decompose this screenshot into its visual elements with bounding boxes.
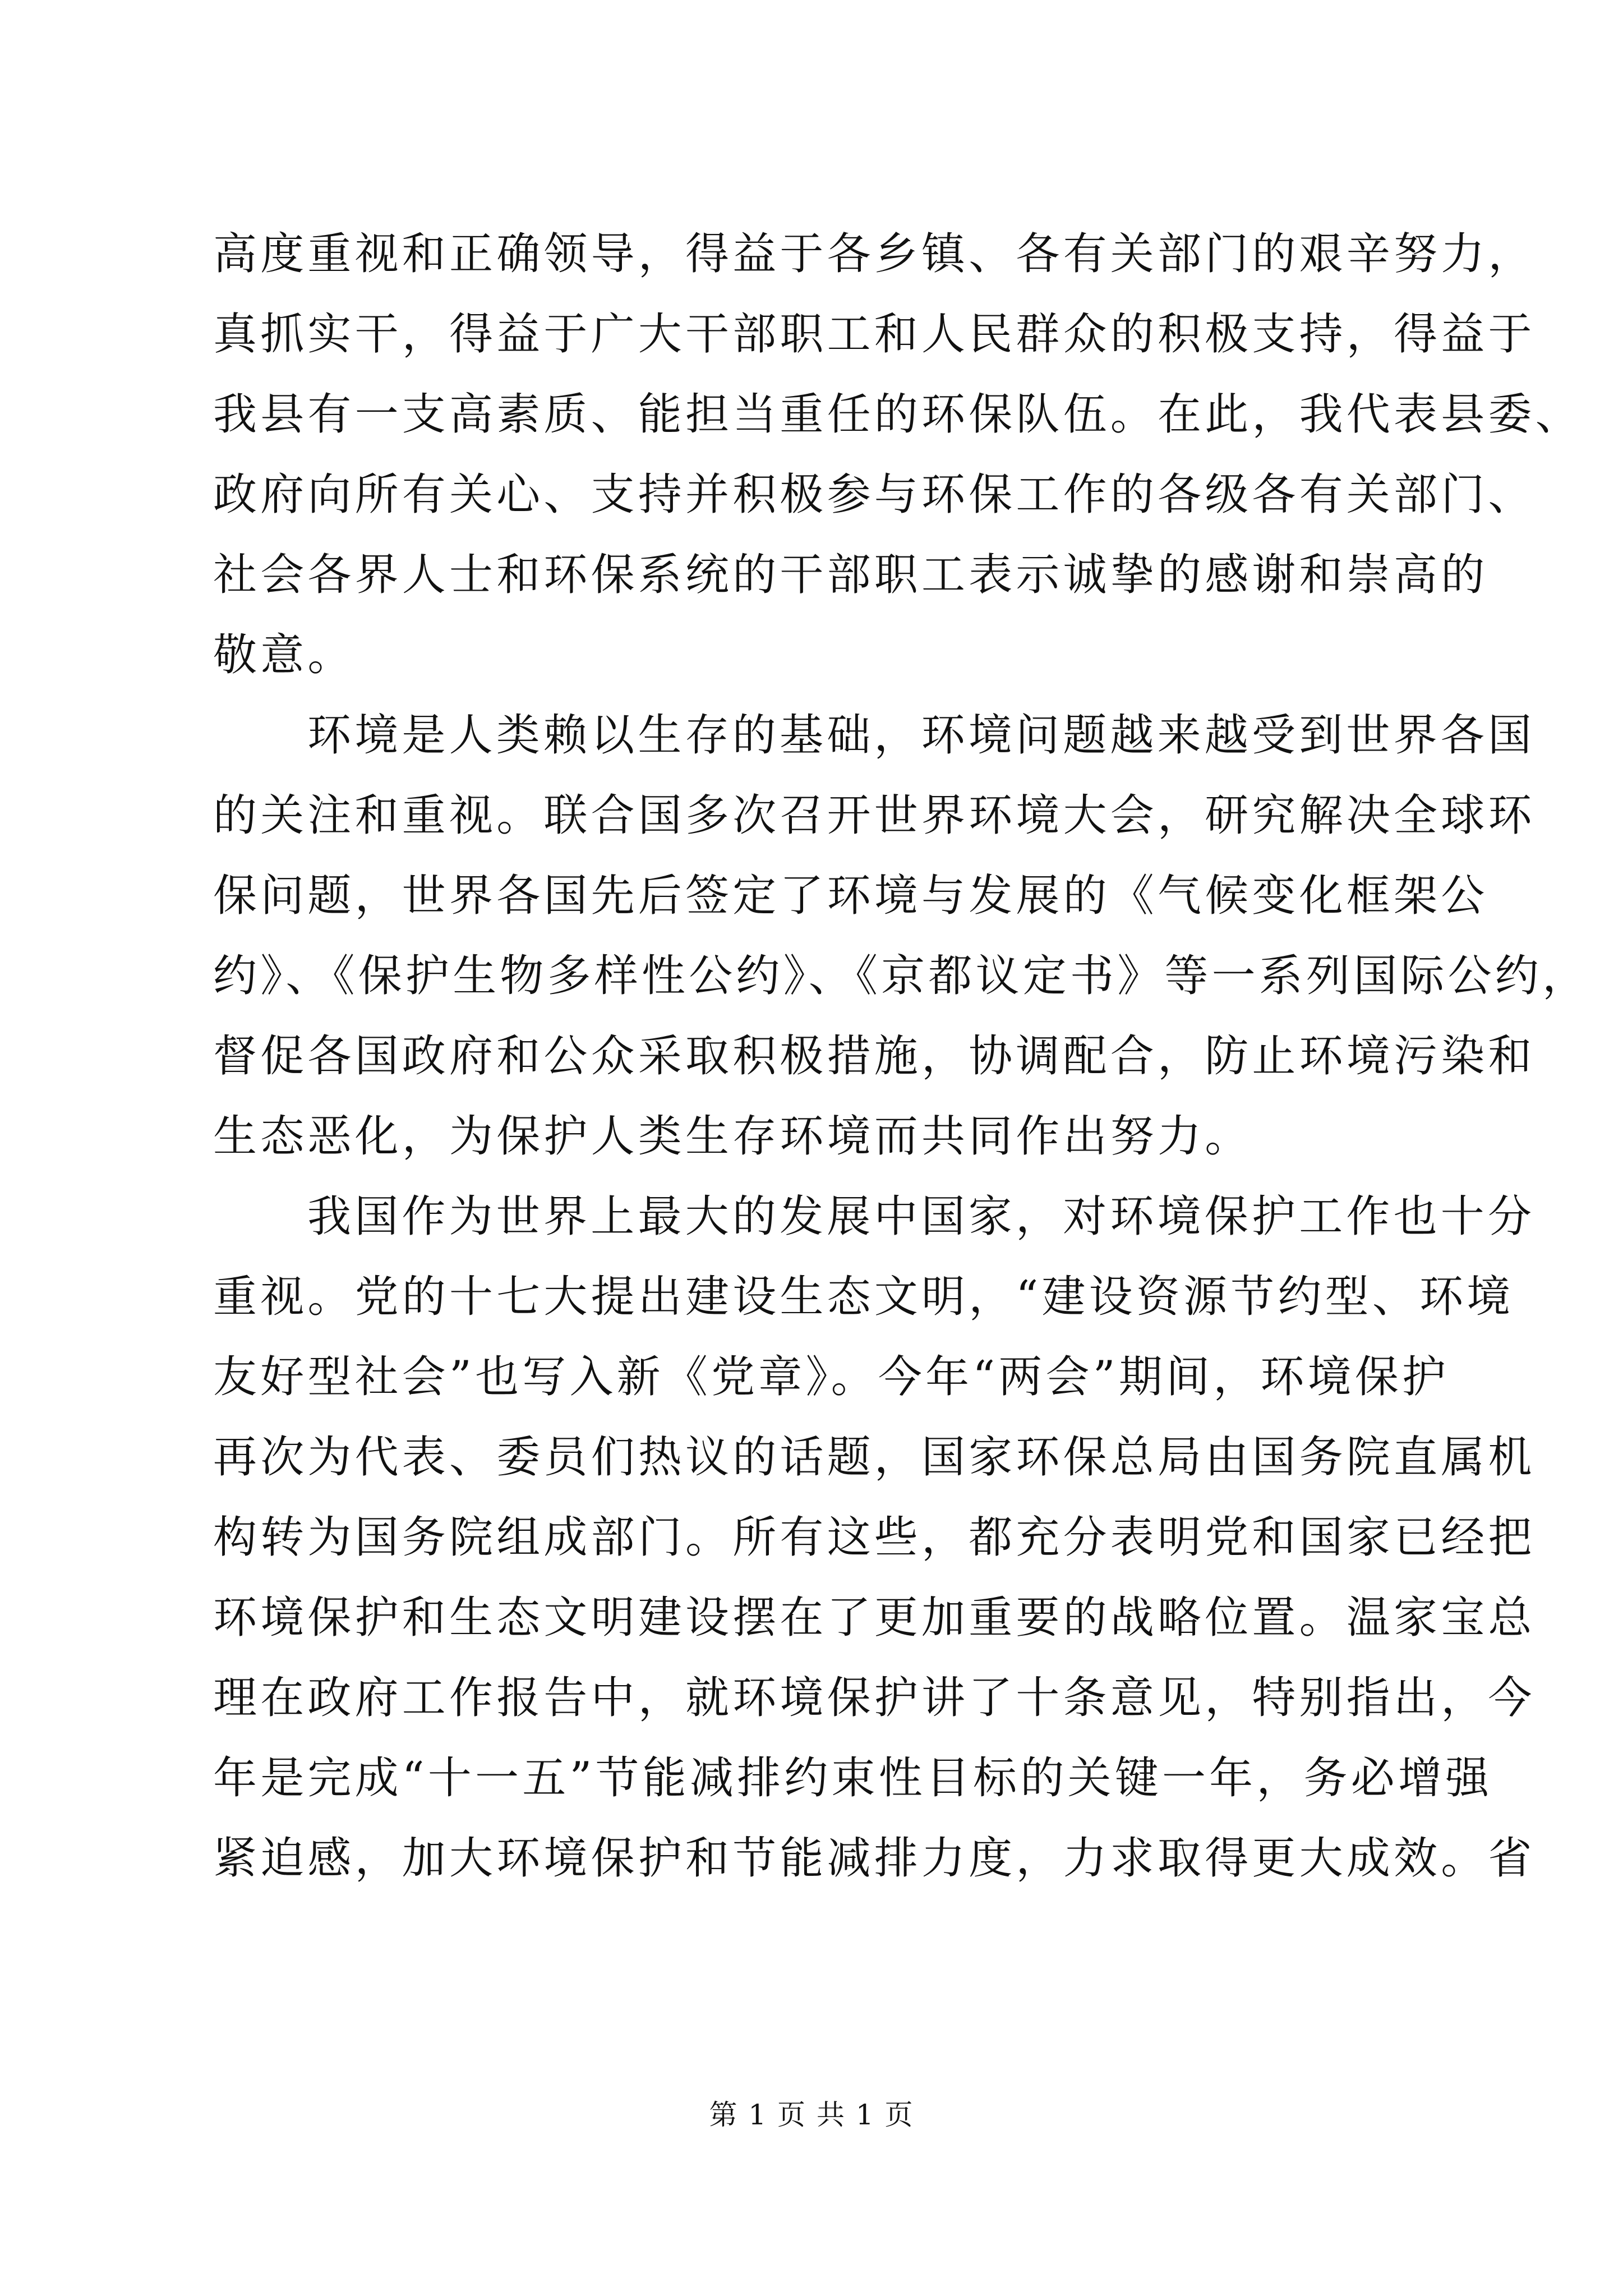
text-line: 敬意。 — [213, 630, 355, 680]
text-line: 社会各界人士和环保系统的干部职工表示诚挚的感谢和崇高的 — [213, 550, 1488, 600]
document-body — [213, 214, 1590, 1899]
text-line: 生态恶化，为保护人类生存环境而共同作出努力。 — [213, 1111, 1252, 1162]
text-line: 年是完成“十一五”节能减排约束性目标的关键一年，务必增强 — [213, 1753, 1493, 1803]
text-line: 构转为国务院组成部门。所有这些，都充分表明党和国家已经把 — [213, 1512, 1536, 1563]
paragraph-2 — [213, 696, 1590, 1177]
text-line: 真抓实干，得益于广大干部职工和人民群众的积极支持，得益于 — [213, 309, 1536, 360]
text-line: 政府向所有关心、支持并积极参与环保工作的各级各有关部门、 — [213, 470, 1536, 520]
text-line: 我县有一支高素质、能担当重任的环保队伍。在此，我代表县委、 — [213, 389, 1583, 440]
text-line: 重视。党的十七大提出建设生态文明，“建设资源节约型、环境 — [213, 1272, 1514, 1322]
paragraph-1 — [213, 214, 1583, 696]
text-line: 环境是人类赖以生存的基础，环境问题越来越受到世界各国 — [307, 710, 1536, 761]
text-line: 再次为代表、委员们热议的话题，国家环保总局由国务院直属机 — [213, 1432, 1536, 1483]
text-line: 约》、《保护生物多样性公约》、《京都议定书》等一系列国际公约， — [213, 951, 1590, 1001]
text-line: 督促各国政府和公众采取积极措施，协调配合，防止环境污染和 — [213, 1031, 1536, 1082]
text-line: 高度重视和正确领导，得益于各乡镇、各有关部门的艰辛努力， — [213, 229, 1536, 279]
text-line: 我国作为世界上最大的发展中国家，对环境保护工作也十分 — [307, 1191, 1536, 1242]
text-line: 保问题，世界各国先后签定了环境与发展的《气候变化框架公 — [213, 871, 1488, 921]
text-line: 友好型社会”也写入新《党章》。今年“两会”期间，环境保护 — [213, 1352, 1450, 1402]
text-line: 紧迫感，加大环境保护和节能减排力度，力求取得更大成效。省 — [213, 1833, 1536, 1884]
text-line: 环境保护和生态文明建设摆在了更加重要的战略位置。温家宝总 — [213, 1593, 1536, 1643]
paragraph-3 — [213, 1177, 1536, 1899]
text-line: 理在政府工作报告中，就环境保护讲了十条意见，特别指出，今 — [213, 1673, 1536, 1723]
page-footer: 第 1 页 共 1 页 — [709, 2099, 914, 2131]
text-line: 的关注和重视。联合国多次召开世界环境大会，研究解决全球环 — [213, 790, 1536, 841]
